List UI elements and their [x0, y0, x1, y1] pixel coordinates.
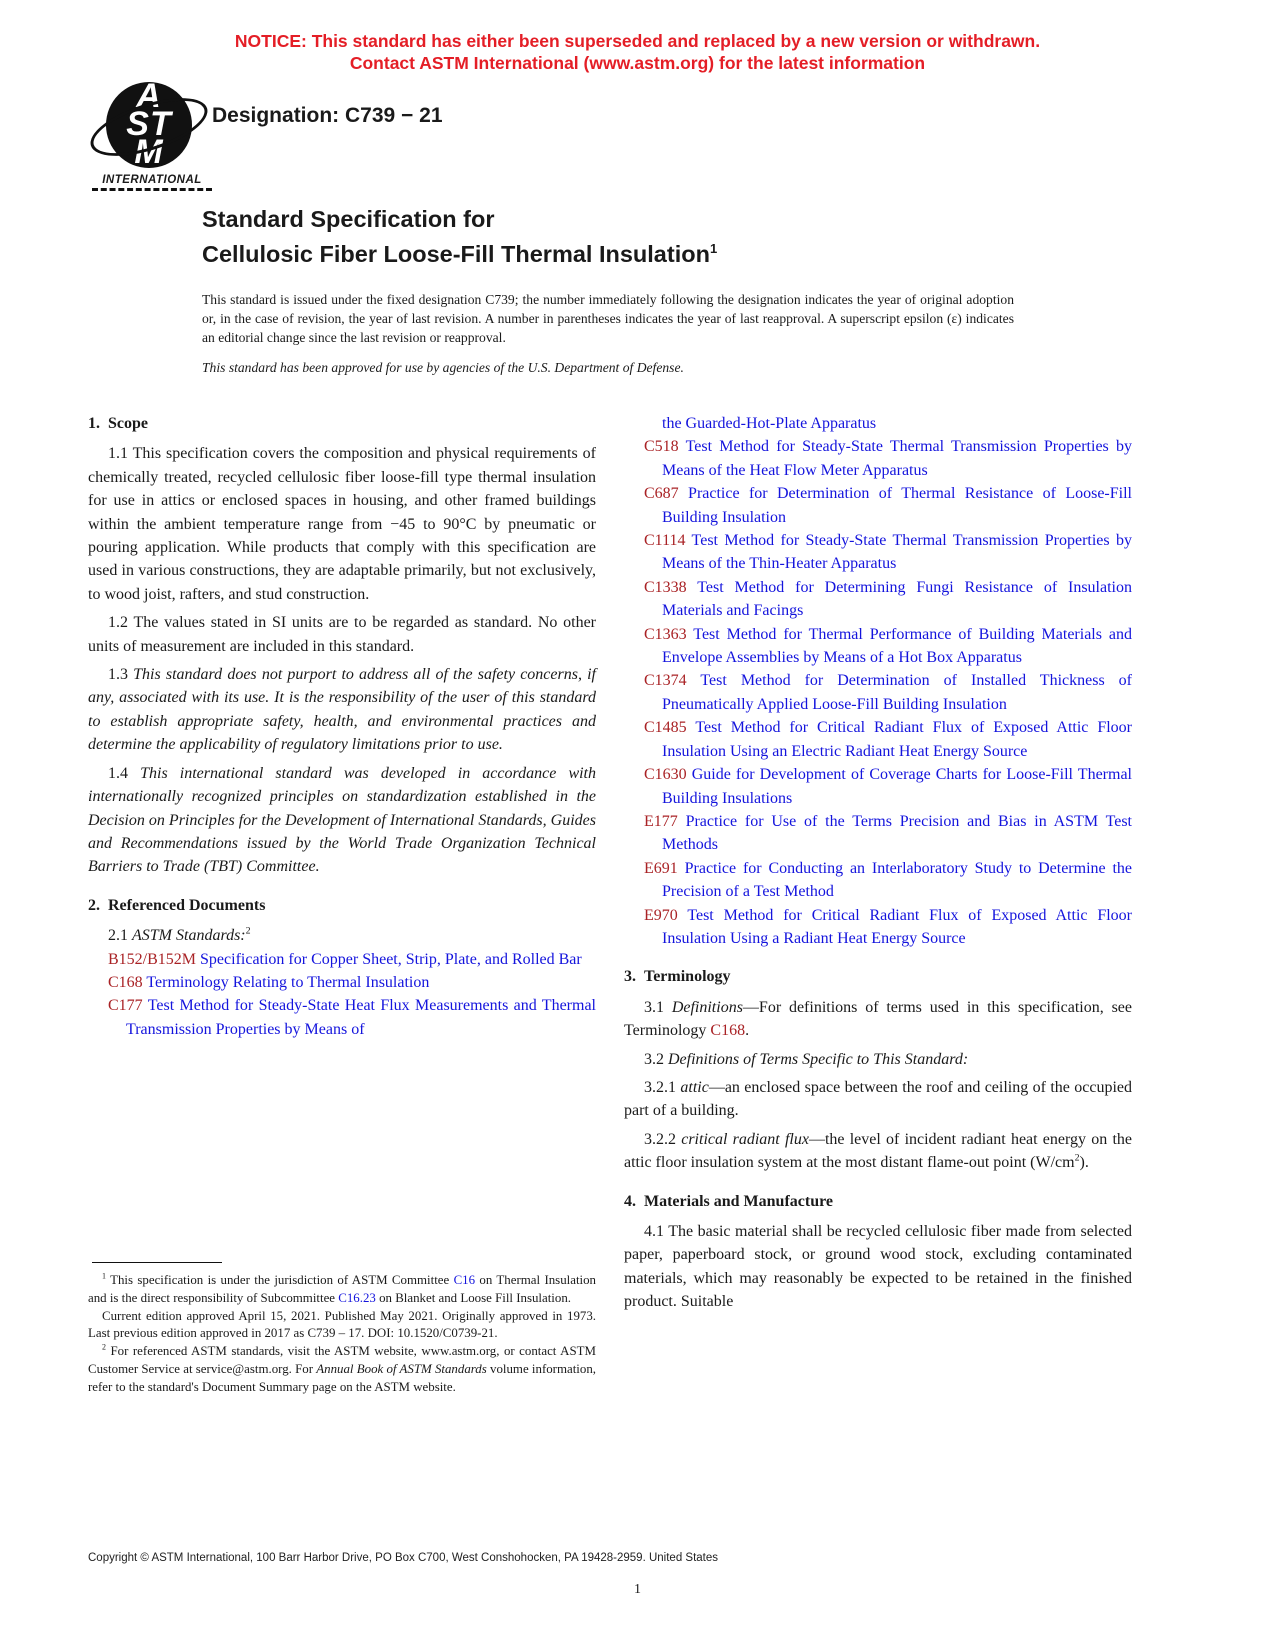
document-title-text: Cellulosic Fiber Loose-Fill Thermal Insulation	[202, 240, 710, 267]
standard-link[interactable]: Test Method for Critical Radiant Flux of Exposed Attic Floor Insulation Using an Electric Radiant Heat Energy Source	[662, 719, 1132, 760]
text-segment: volume information, refer to the standard's Document Summary page on the ASTM website.	[88, 1361, 596, 1394]
paragraph	[624, 1220, 1132, 1314]
text-segment: 3.2	[644, 1050, 668, 1068]
reference-item	[624, 669, 1132, 716]
standard-link[interactable]: Practice for Conducting an Interlaboratory Study to Determine the Precision of a Test Method	[662, 859, 1132, 901]
standard-link[interactable]: C177	[108, 997, 143, 1015]
text-segment: 3.2.2	[644, 1130, 682, 1148]
paragraph	[88, 762, 596, 879]
reference-continuation	[624, 412, 1132, 435]
text-segment: .	[745, 1022, 750, 1040]
text-segment: —the level of incident radiant heat energy on the attic floor insulation system at the most distant flame-out point (W/cm	[624, 1130, 1133, 1172]
superseded-notice-line1: NOTICE: This standard has either been superseded and replaced by a new version or withdrawn.	[234, 31, 1041, 51]
reference-item	[624, 716, 1132, 763]
text-segment: 3. Terminology	[624, 968, 731, 986]
footnote	[88, 1272, 596, 1308]
text-segment: 1.1 This specification covers the composition and physical requirements of chemically treated, recycled cellulosic fiber loose-fill type thermal insulation for use in attics or enclosed spaces in housing, and other framed buildings within the ambient temperature range from −45 to 90°C by pneumatic or pouring application. While products that comply with this specification are used in various constructions, they are adaptable primarily, but not exclusively, to wood joist, rafters, and stud construction.	[88, 445, 596, 603]
standard-link[interactable]: C168	[710, 1022, 746, 1040]
text-segment: ASTM Standards:	[132, 927, 246, 945]
standard-link[interactable]: E177	[644, 812, 678, 830]
section-heading	[624, 1190, 1132, 1213]
text-segment: Current edition approved April 15, 2021. Published May 2021. Originally approved in 1973. Last previous edition approved in 2017 as C739 – 17. DOI: 10.1520/C0739-21.	[88, 1308, 596, 1341]
standard-link[interactable]: C687	[644, 485, 679, 503]
text-segment: 2	[1074, 1152, 1080, 1164]
standard-link[interactable]: Test Method for Determination of Installed Thickness of Pneumatically Applied Loose-Fill Building Insulation	[662, 672, 1132, 713]
left-column	[88, 412, 596, 1041]
text-segment: critical radiant flux	[681, 1130, 809, 1148]
standard-link[interactable]: Test Method for Steady-State Thermal Transmission Properties by Means of the Heat Flow Meter Apparatus	[662, 438, 1132, 479]
standard-link[interactable]: Specification for Copper Sheet, Strip, Plate, and Rolled Bar	[196, 950, 582, 968]
text-segment: on Blanket and Loose Fill Insulation.	[375, 1290, 571, 1305]
text-segment: —For definitions of terms used in this specification, see Terminology	[624, 998, 1132, 1040]
superseded-notice-line2: Contact ASTM International (www.astm.org) for the latest information	[349, 53, 926, 73]
standard-link[interactable]: C16	[453, 1273, 476, 1287]
standard-link[interactable]: Guide for Development of Coverage Charts for Loose-Fill Thermal Building Insulations	[662, 766, 1132, 807]
text-segment: on Thermal Insulation and is the direct responsibility of Subcommittee	[88, 1273, 597, 1305]
document-title-line1: Standard Specification for	[202, 206, 495, 232]
reference-item	[624, 435, 1132, 482]
astm-globe-icon	[106, 77, 192, 171]
standard-link[interactable]: Terminology Relating to Thermal Insulation	[142, 973, 430, 991]
standard-link[interactable]: C518	[644, 438, 679, 456]
text-segment: Definitions	[671, 998, 743, 1016]
text-segment: 4.1 The basic material shall be recycled cellulosic fiber made from selected paper, paperboard stock, or ground wood stock, excluding contaminated materials, which may reasonably be expected to be retained in the finished product. Suitable	[624, 1223, 1132, 1311]
text-segment: Definitions of Terms Specific to This Standard:	[668, 1050, 969, 1068]
text-segment: 1.4	[108, 764, 141, 782]
text-segment: 2	[102, 1342, 106, 1352]
paragraph	[624, 1128, 1132, 1175]
astm-logo	[96, 77, 206, 192]
footnote	[88, 1343, 596, 1396]
text-segment: 2.1	[108, 927, 132, 945]
astm-logo-subtitle: INTERNATIONAL	[92, 174, 212, 191]
text-segment: 3.2.1	[644, 1078, 681, 1096]
text-segment: 3.1	[644, 998, 672, 1016]
text-segment: 2. Referenced Documents	[88, 896, 266, 914]
standard-link[interactable]: Test Method for Steady-State Heat Flux Measurements and Thermal Transmission Properties by Means of	[126, 997, 596, 1038]
reference-item	[624, 529, 1132, 576]
footnote	[88, 1308, 596, 1344]
standard-link[interactable]: B152/B152M	[108, 950, 197, 968]
paragraph	[624, 1076, 1132, 1123]
standard-link[interactable]: C1363	[644, 625, 687, 643]
standard-link[interactable]: C168	[108, 973, 143, 991]
reference-item	[624, 576, 1132, 623]
paragraph	[88, 924, 596, 947]
approval-note: This standard has been approved for use by agencies of the U.S. Department of Defense.	[202, 360, 684, 375]
standard-link[interactable]: Test Method for Thermal Performance of Building Materials and Envelope Assemblies by Means of a Hot Box Apparatus	[662, 625, 1132, 667]
text-segment: This standard does not purport to address all of the safety concerns, if any, associated with its use. It is the responsibility of the user of this standard to establish appropriate safety, health, and environmental practices and determine the applicability of regulatory limitations prior to use.	[88, 666, 597, 754]
designation: Designation: C739 − 21	[212, 104, 443, 127]
text-segment: 4. Materials and Manufacture	[624, 1192, 834, 1210]
issue-note: This standard is issued under the fixed designation C739; the number immediately following the designation indicates the year of original adoption or, in the case of revision, the year of last revision. A number in parentheses indicates the year of last reapproval. A superscript epsilon (ε) indicates an editorial change since the last revision or reapproval.	[202, 292, 1014, 345]
reference-item	[624, 482, 1132, 529]
footnotes	[88, 1272, 596, 1397]
standard-link[interactable]: Practice for Use of the Terms Precision and Bias in ASTM Test Methods	[662, 812, 1132, 854]
text-segment: ).	[1079, 1154, 1089, 1172]
section-heading	[624, 965, 1132, 988]
reference-item	[624, 810, 1132, 857]
reference-item	[88, 948, 596, 971]
standard-link[interactable]: C16.23	[338, 1290, 376, 1305]
text-segment: 1. Scope	[88, 415, 148, 432]
right-column	[624, 412, 1132, 1314]
astm-logo-acronym: ASTM	[126, 77, 172, 171]
reference-item	[624, 623, 1132, 670]
text-segment: attic	[680, 1078, 709, 1096]
footer-copyright: Copyright © ASTM International, 100 Barr Harbor Drive, PO Box C700, West Conshohocken, PA 19428-2959. United States	[88, 1552, 719, 1564]
document-title	[202, 204, 1062, 269]
page-number: 1	[634, 1582, 641, 1597]
standard-link[interactable]: E970	[644, 906, 678, 924]
paragraph	[88, 611, 596, 658]
footnote-rule	[92, 1262, 222, 1263]
superseded-notice	[0, 30, 1275, 74]
reference-item	[624, 904, 1132, 951]
text-segment: This international standard was developed in accordance with internationally recognized principles on standardization established in the Decision on Principles for the Development of International Standards, Guides and Recommendations issued by the World Trade Organization Technical Barriers to Trade (TBT) Committee.	[88, 764, 597, 876]
standard-link[interactable]: Test Method for Determining Fungi Resistance of Insulation Materials and Facings	[662, 578, 1132, 620]
text-segment: Annual Book of ASTM Standards	[316, 1361, 487, 1376]
paragraph	[88, 663, 596, 757]
paragraph	[624, 996, 1132, 1043]
standard-link[interactable]: C1630	[644, 766, 687, 784]
paragraph	[624, 1048, 1132, 1071]
reference-item	[624, 857, 1132, 904]
standard-link[interactable]: Test Method for Steady-State Thermal Transmission Properties by Means of the Thin-Heater Apparatus	[662, 532, 1132, 573]
paragraph	[88, 442, 596, 606]
standard-link[interactable]: Test Method for Critical Radiant Flux of Exposed Attic Floor Insulation Using a Radiant Heat Energy Source	[662, 906, 1132, 947]
text-segment: 1.2 The values stated in SI units are to be regarded as standard. No other units of measurement are included in this standard.	[88, 614, 596, 655]
document-title-line2	[202, 234, 1062, 269]
reference-item	[624, 763, 1132, 810]
standard-link[interactable]: C1338	[644, 578, 687, 596]
text-segment: 1	[102, 1271, 106, 1281]
text-segment: 2	[245, 925, 251, 937]
title-footnote-marker: 1	[709, 241, 718, 256]
text-segment: —an enclosed space between the roof and ceiling of the occupied part of a building.	[624, 1078, 1133, 1120]
standard-link[interactable]: C1114	[644, 532, 686, 550]
section-heading	[88, 412, 596, 435]
reference-item	[88, 994, 596, 1041]
text-segment: For referenced ASTM standards, visit the ASTM website, www.astm.org, or contact ASTM Customer Service at service@astm.org. For	[88, 1344, 596, 1376]
text-segment: This specification is under the jurisdiction of ASTM Committee	[106, 1273, 454, 1287]
standard-link[interactable]: C1485	[644, 719, 687, 737]
standard-link[interactable]: C1374	[644, 672, 687, 690]
reference-item	[88, 971, 596, 994]
standard-link[interactable]: the Guarded-Hot-Plate Apparatus	[662, 415, 877, 432]
standard-link[interactable]: E691	[644, 859, 678, 877]
text-segment: 1.3	[108, 666, 134, 684]
standard-link[interactable]: Practice for Determination of Thermal Resistance of Loose-Fill Building Insulation	[662, 485, 1132, 526]
section-heading	[88, 894, 596, 917]
